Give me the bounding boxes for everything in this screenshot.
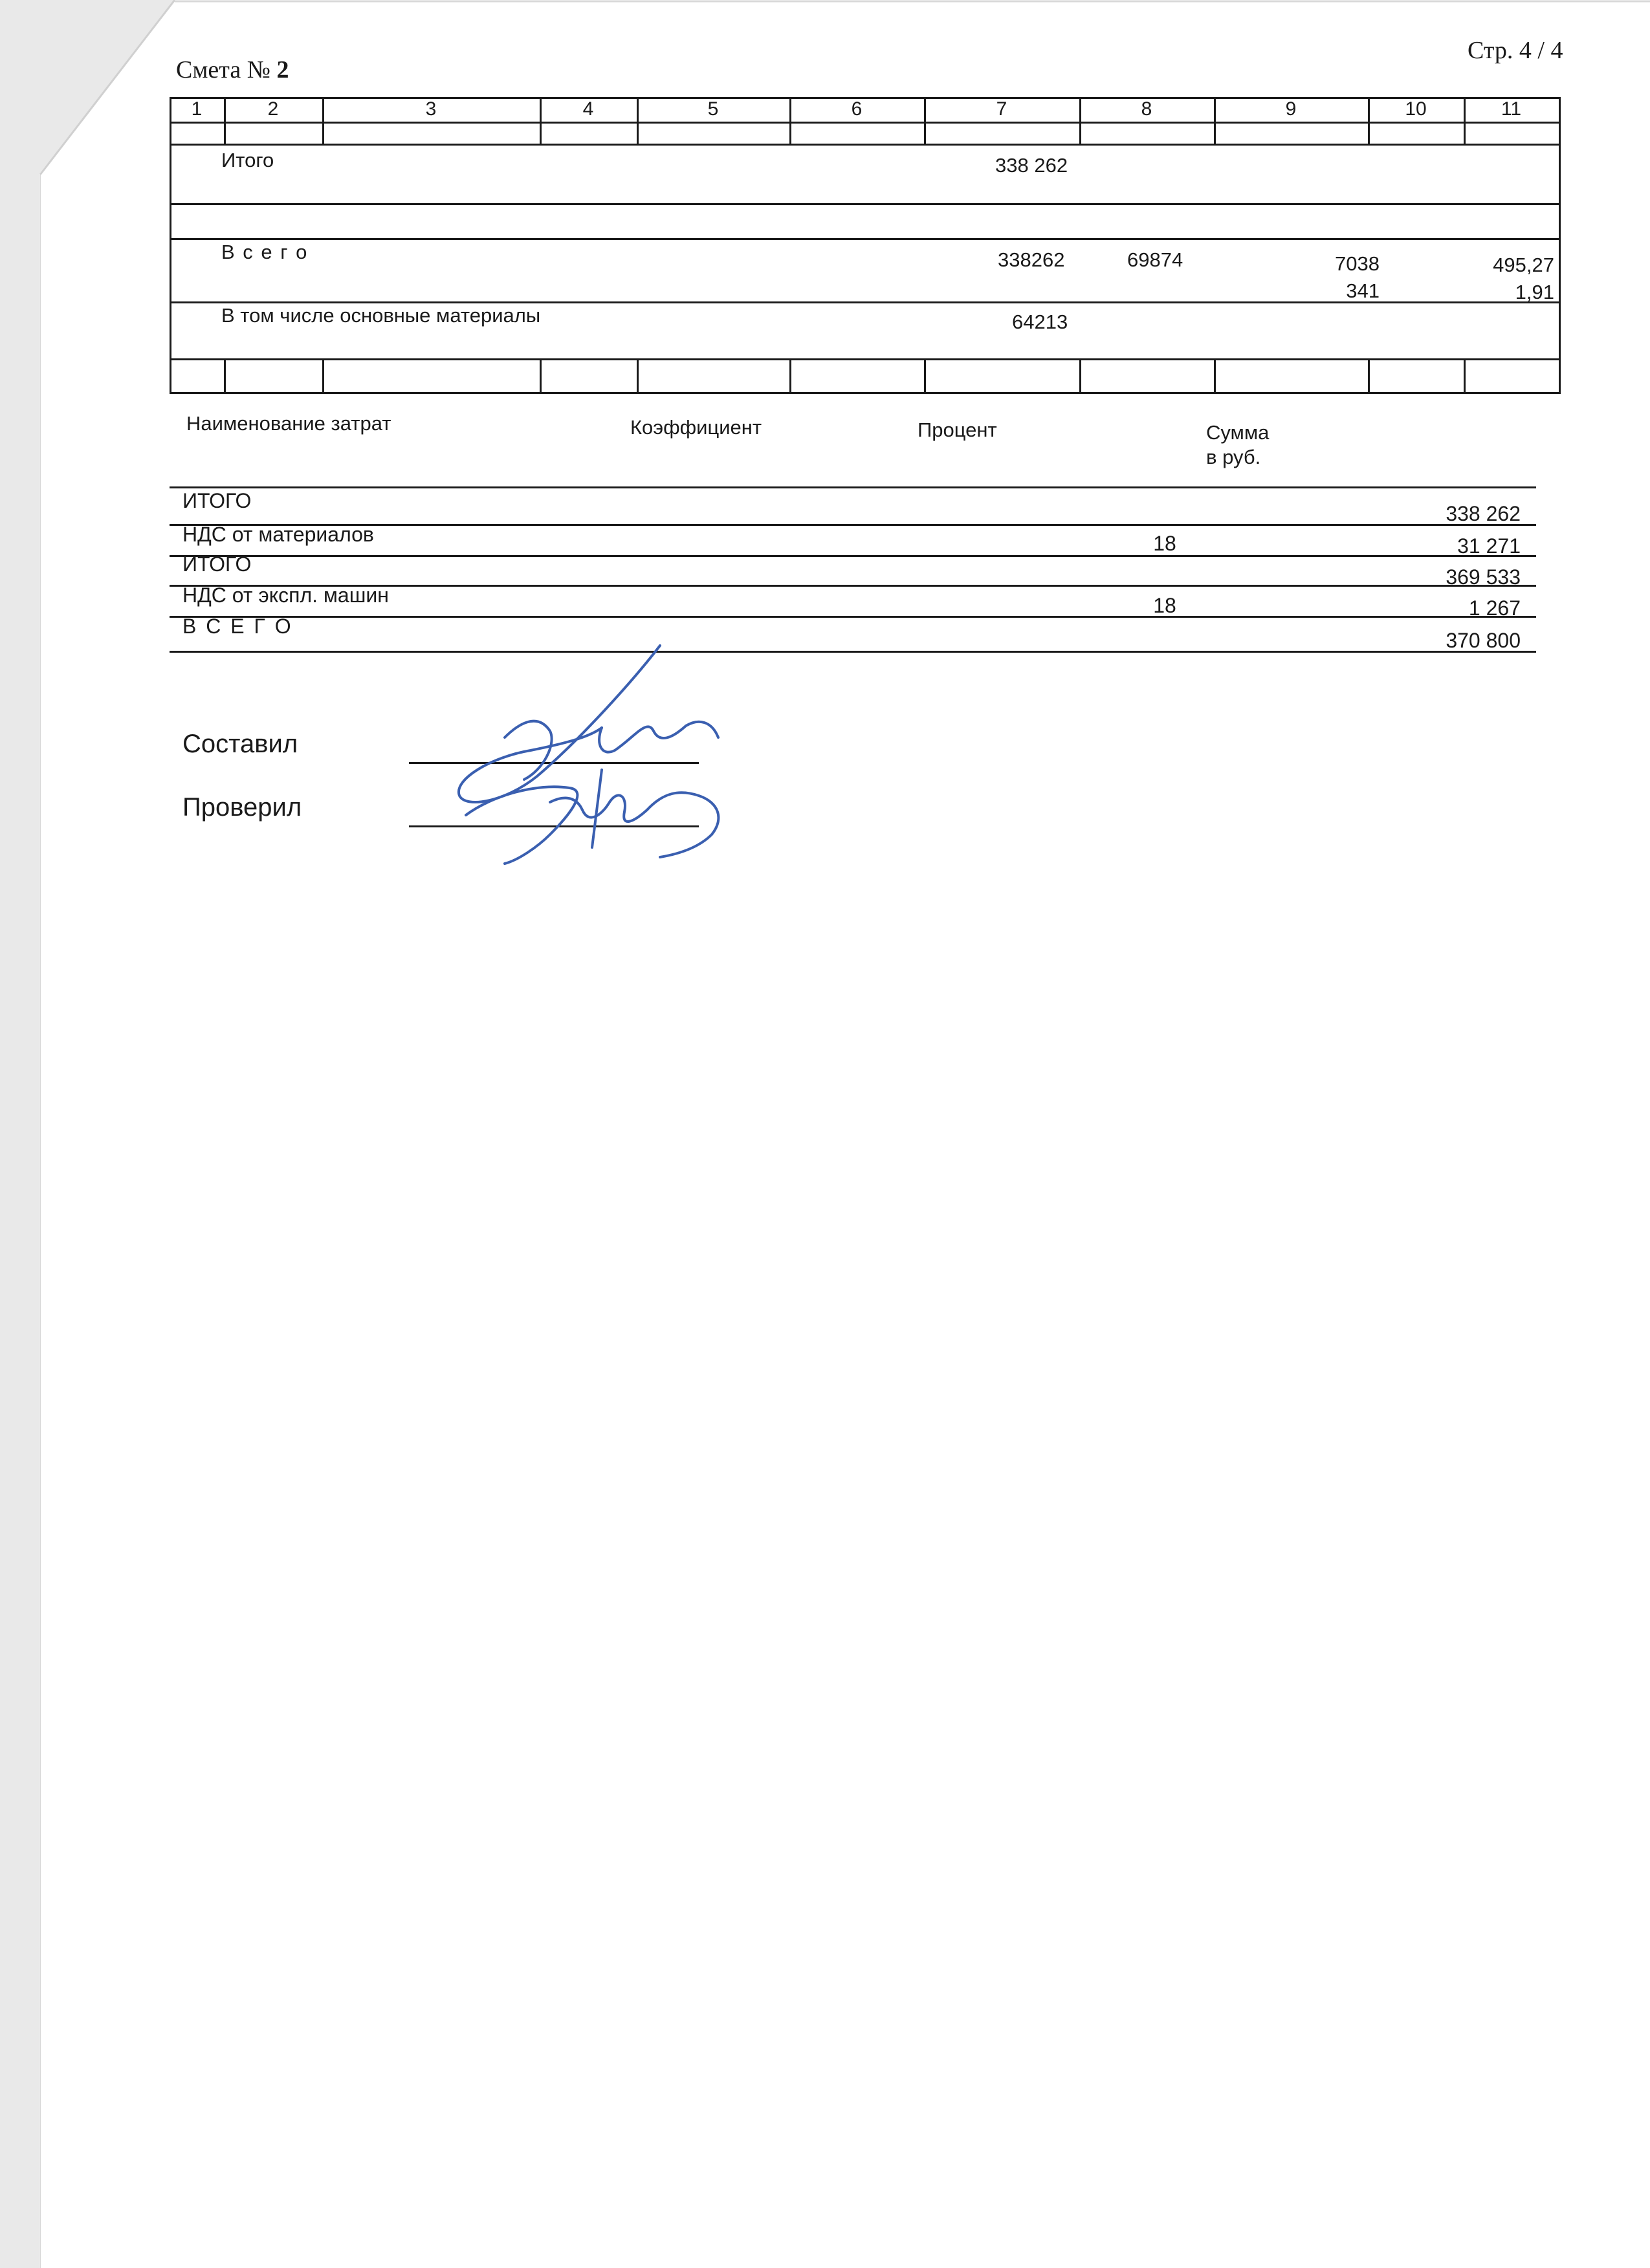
document-title-prefix: Смета № xyxy=(176,56,270,83)
table-row-line xyxy=(170,203,1561,205)
page-number: Стр. 4 / 4 xyxy=(1468,37,1563,64)
table-col-line xyxy=(224,358,226,392)
summary-rule xyxy=(170,555,1536,557)
summary-header-name: Наименование затрат xyxy=(186,412,391,435)
table-col-line xyxy=(1368,358,1370,392)
document-title xyxy=(176,56,289,84)
summary-rule xyxy=(170,486,1536,488)
summary-row-value: 370 800 xyxy=(1446,629,1521,652)
summary-header-sum-line2: в руб. xyxy=(1206,446,1261,468)
table-row-line xyxy=(170,144,1561,146)
table-row-line xyxy=(170,122,1561,124)
row-label-materials: В том числе основные материалы xyxy=(221,304,541,327)
summary-row-label: ИТОГО xyxy=(182,489,252,512)
vsego-col11-subvalue: 1,91 xyxy=(1515,281,1554,303)
summary-rule xyxy=(170,524,1536,526)
summary-header-coefficient: Коэффициент xyxy=(630,416,762,439)
table-col-line xyxy=(924,358,926,392)
summary-row-percent: 18 xyxy=(1153,594,1176,617)
checked-by-label: Проверил xyxy=(182,793,302,822)
summary-row-label: НДС от материалов xyxy=(182,523,374,546)
table-row-line xyxy=(170,238,1561,240)
table-col-line xyxy=(322,358,324,392)
column-number: 5 xyxy=(707,98,719,120)
handwritten-signature xyxy=(440,640,738,873)
estimate-table xyxy=(170,97,1561,395)
summary-header-sum-line1: Сумма xyxy=(1206,421,1270,444)
table-row-line xyxy=(170,358,1561,360)
summary-rule xyxy=(170,651,1536,653)
vsego-col9-subvalue: 341 xyxy=(1346,279,1380,302)
column-number: 8 xyxy=(1141,98,1152,120)
table-border-right xyxy=(1559,97,1561,394)
table-col-line xyxy=(540,358,542,392)
summary-row-label: ИТОГО xyxy=(182,552,252,576)
compiled-by-label: Составил xyxy=(182,730,298,758)
summary-row-value: 1 267 xyxy=(1468,596,1521,620)
summary-row-label: НДС от экспл. машин xyxy=(182,583,389,607)
table-col-line xyxy=(789,358,791,392)
column-number: 2 xyxy=(267,98,279,120)
vsego-col8-value: 69874 xyxy=(1127,248,1183,271)
column-number: 10 xyxy=(1405,98,1427,120)
table-col-line xyxy=(1079,358,1081,392)
summary-row-value: 338 262 xyxy=(1446,502,1521,525)
itogo-col7-value: 338 262 xyxy=(995,154,1068,177)
document-number: 2 xyxy=(276,56,289,83)
column-number: 7 xyxy=(996,98,1007,120)
summary-row-value: 369 533 xyxy=(1446,565,1521,589)
row-label-itogo: Итого xyxy=(221,149,274,171)
row-label-vsego: В с е г о xyxy=(221,241,309,263)
table-col-line xyxy=(1214,358,1216,392)
summary-row-label: В С Е Г О xyxy=(182,615,293,638)
vsego-col9-value: 7038 xyxy=(1335,252,1380,275)
column-number: 9 xyxy=(1285,98,1297,120)
summary-rule xyxy=(170,616,1536,618)
column-number: 4 xyxy=(582,98,594,120)
vsego-col11-value: 495,27 xyxy=(1493,254,1554,276)
summary-row-value: 31 271 xyxy=(1457,534,1521,558)
column-number: 11 xyxy=(1501,98,1522,120)
summary-header-percent: Процент xyxy=(918,419,997,441)
table-col-line xyxy=(637,358,639,392)
column-number: 3 xyxy=(425,98,437,120)
column-number: 6 xyxy=(851,98,863,120)
table-col-line xyxy=(1464,358,1466,392)
table-border-bottom xyxy=(170,392,1561,394)
materials-col7-value: 64213 xyxy=(1012,311,1068,333)
table-border-left xyxy=(170,97,171,394)
summary-row-percent: 18 xyxy=(1153,532,1176,555)
column-number: 1 xyxy=(191,98,203,120)
vsego-col7-value: 338262 xyxy=(998,248,1065,271)
summary-header-sum xyxy=(1206,420,1269,470)
